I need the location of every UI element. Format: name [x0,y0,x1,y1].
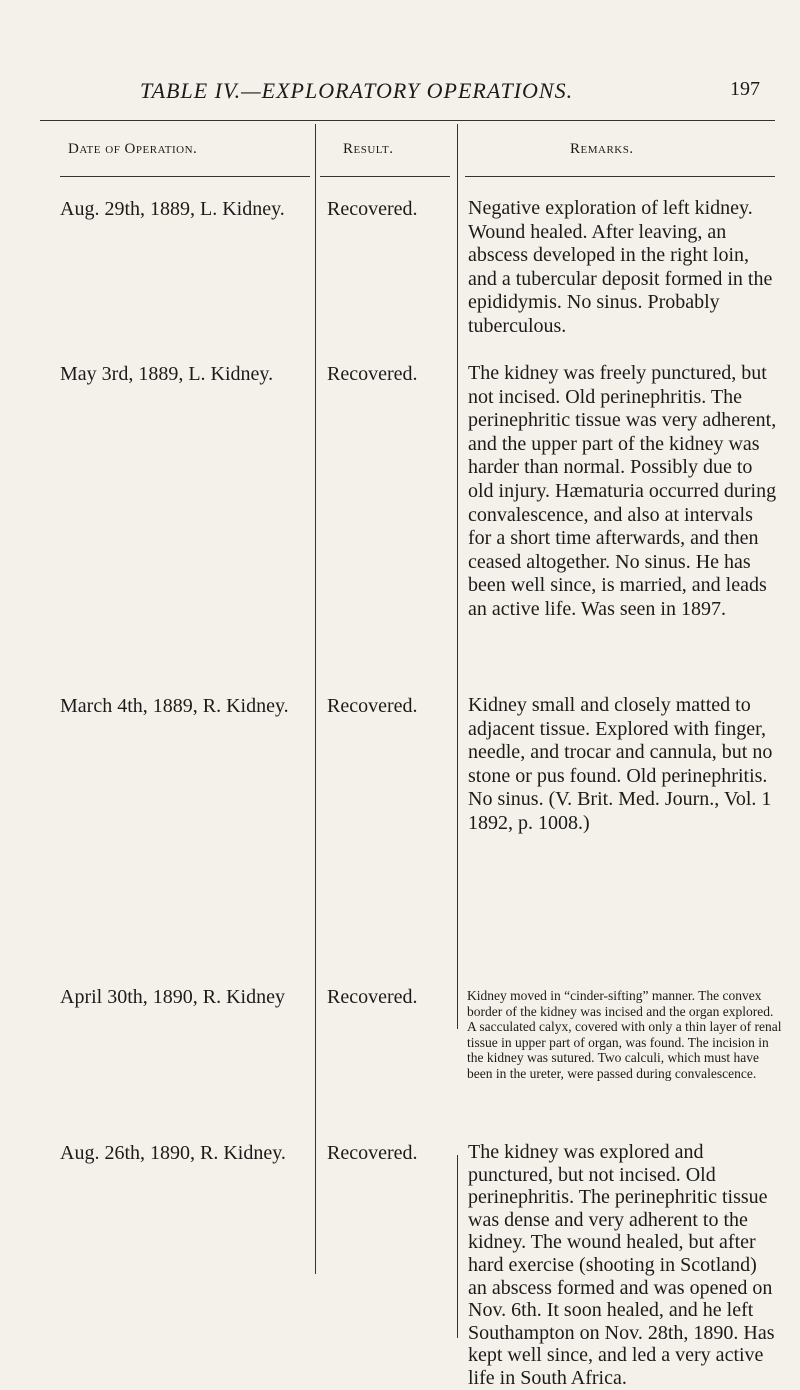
column-header-result: Result. [343,141,394,157]
row-4-remarks-text: Kidney moved in “cinder-sifting” manner. The convex border of the kidney was incised and the organ explored. A sacculated calyx, covered with only a thin layer of renal tissue in upper part of organ, was found. The incision in the kidney was sutured. Two calculi, which must have been in the ureter, were passed during convalescence. [467,988,782,1081]
row-1-result: Recovered. [327,198,418,220]
header-underline-remarks [465,176,775,177]
header-underline-date [60,176,310,177]
row-4-result: Recovered. [327,986,418,1008]
row-4-date: April 30th, 1890, R. Kidney [60,986,285,1008]
column-divider-right [457,124,458,1029]
row-4-remarks [315,988,785,1081]
column-divider-right-lower [457,1155,458,1338]
table-top-rule [40,120,775,121]
row-2-remarks: The kidney was freely punctured, but not incised. Old perinephritis. The perinephritic tissue was very adherent, and the upper part of the kidney was harder than normal. Possibly due to old injury. Hæmaturia occurred during convalescence, and also at intervals for a short time afterwards, and then ceased altogether. No sinus. He has been well since, is married, and leads an active life. Was seen in 1897. [468,362,777,620]
row-3-date: March 4th, 1889, R. Kidney. [60,695,289,717]
row-3-remarks: Kidney small and closely matted to adjacent tissue. Explored with finger, needle, and trocar and cannula, but no stone or pus found. Old perinephritis. No sinus. (V. Brit. Med. Journ., Vol. 1 1892, p. 1008.) [468,694,773,834]
row-5-result: Recovered. [327,1142,418,1164]
row-2-date: May 3rd, 1889, L. Kidney. [60,363,274,385]
header-underline-result [320,176,450,177]
row-5-remarks: The kidney was explored and punctured, but not incised. Old perinephritis. The perinephritic tissue was dense and very adherent to the kidney. The wound healed, but after hard exercise (shooting in Scotland) an abscess formed and was opened on Nov. 6th. It soon healed, and he left Southampton on Nov. 28th, 1890. Has kept well since, and led a very active life in South Africa. [468,1141,775,1389]
row-2-result: Recovered. [327,363,418,385]
row-1-remarks: Negative exploration of left kidney. Wound healed. After leaving, an abscess developed in the right loin, and a tubercular deposit formed in the epididymis. No sinus. Probably tuberculous. [468,197,773,337]
row-3-result: Recovered. [327,695,418,717]
column-divider-left [315,124,316,1274]
column-header-remarks: Remarks. [570,141,634,157]
running-title: TABLE IV.—EXPLORATORY OPERATIONS. [140,78,574,103]
row-1-date: Aug. 29th, 1889, L. Kidney. [60,198,285,220]
page-header [0,78,800,108]
column-header-date: Date of Operation. [68,141,198,157]
row-5-date: Aug. 26th, 1890, R. Kidney. [60,1142,286,1164]
page-number: 197 [730,78,760,100]
